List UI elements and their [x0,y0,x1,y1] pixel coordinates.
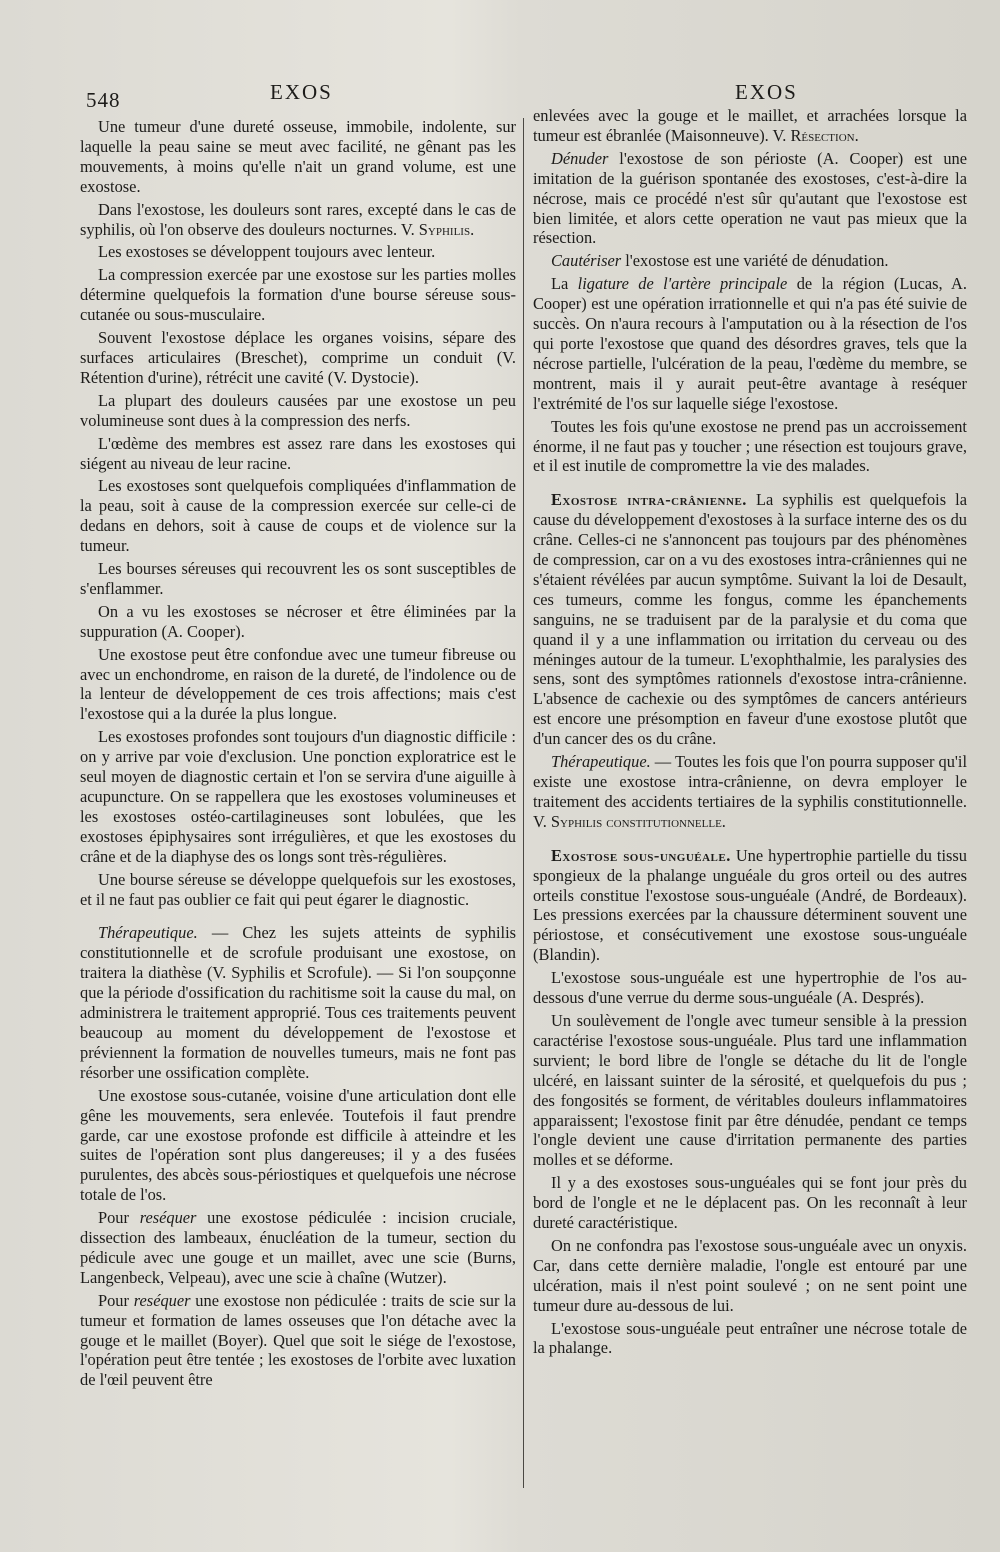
cross-reference: Syphilis [418,219,471,239]
paragraph-text: On a vu les exostoses se nécroser et être éliminées par la suppuration (A. Cooper). [80,601,516,641]
paragraph-text: Les bourses séreuses qui recouvrent les os sont susceptibles de s'enflammer. [80,559,516,598]
running-head-left: EXOS [270,80,333,104]
paragraph [80,476,516,556]
paragraph [80,559,516,599]
paragraph [80,602,516,642]
paragraph [80,727,516,866]
paragraph [80,1208,516,1288]
italic-term: Thérapeutique. [98,923,198,943]
paragraph [533,1011,967,1170]
paragraph-text: L'œdème des membres est assez rare dans les exostoses qui siégent au niveau de leur racine. [80,433,516,473]
paragraph [80,200,516,240]
paragraph-text: Une tumeur d'une dureté osseuse, immobile, indolente, sur laquelle la peau saine se meut avec facilité, ne gênant pas les mouvements, à moins qu'elle n'ait un grand volume, est une exostose. [80,117,516,196]
paragraph [80,870,516,910]
paragraph [80,434,516,474]
left-column [80,117,516,1393]
paragraph-text: La compression exercée par une exostose sur les parties molles détermine quelquefois la formation d'une bourse séreuse sous-cutanée ou sous-musculaire. [80,265,516,325]
paragraph [80,265,516,325]
paragraph-text: L'exostose sous-unguéale est une hypertrophie de l'os au-dessous d'une verrue du derme sous-unguéale (A. Després). [533,968,967,1008]
paragraph-tail: . [854,125,859,145]
paragraph-text: Souvent l'exostose déplace les organes voisins, sépare des surfaces articulaires (Breschet), comprime un conduit (V. Rétention d'urine), rétrécit une cavité (V. Dystocie). [80,328,516,387]
paragraph-text: On ne confondra pas l'exostose sous-unguéale avec un onyxis. Car, dans cette dernière maladie, l'ongle est entouré par une ulcération, mais il n'est point soulevé ; on ne sent point une tumeur dure au-dessous de lui. [533,1235,967,1315]
paragraph-text: Une exostose sous-cutanée, voisine d'une articulation dont elle gêne les mouvements, sera enlevée. Toutefois il faut prendre garde, car une exostose profonde est difficile à atteindre et les suites de l'opération sont plus dangereuses; il y a des fusées purulentes, des abcès sous-périostiques et quelquefois une nécrose totale de l'os. [80,1085,516,1205]
italic-term: reséquer [133,1290,191,1310]
paragraph [533,149,967,249]
section-heading: Exostose intra-crânienne. [551,490,747,510]
cross-reference: Syphilis constitutionnelle [550,811,722,831]
paragraph [80,1086,516,1205]
running-head-right: EXOS [735,80,798,104]
paragraph-lead: La [551,274,578,294]
paragraph-text: l'exostose est une variété de dénudation. [621,251,889,271]
paragraph [533,274,967,413]
cross-reference: Résection [790,125,855,145]
paragraph [533,968,967,1008]
italic-term: ligature de l'artère principale [577,274,788,294]
paragraph [533,251,967,271]
paragraph-text: Dans l'exostose, les douleurs sont rares, excepté dans le cas de syphilis, où l'on observe des douleurs nocturnes. V. [80,199,516,239]
paragraph-text: Une exostose peut être confondue avec une tumeur fibreuse ou avec un enchondrome, en raison de la dureté, de l'indolence ou de la lenteur de développement de ces trois affections; mais c'est l'exostose qui a la durée la plus longue. [80,644,516,724]
italic-term: Thérapeutique. [551,752,651,772]
section-heading: Exostose sous-unguéale. [551,845,731,865]
paragraph [533,417,967,477]
paragraph-text: une exostose pédiculée : incision cruciale, dissection des lambeaux, énucléation de la tumeur, section du pédicule avec une gouge et un maillet, avec une scie (Burns, Langenbeck, Velpeau), avec une scie à chaîne (Wutzer). [80,1208,517,1287]
paragraph [80,242,516,262]
paragraph [533,752,967,832]
paragraph [533,490,967,749]
paragraph-text: Les exostoses sont quelquefois compliquées d'inflammation de la peau, soit à cause de la compression exercée sur celle-ci de dedans en dehors, soit à cause de coups et de violence sur la tumeur. [80,476,516,556]
italic-term: Cautériser [551,251,622,271]
paragraph-text: l'exostose de son périoste (A. Cooper) est une imitation de la guérison spontanée des exostoses, c'est-à-dire la nécrose, mais ce procédé n'est sûr qu'autant que l'exostose est bien limitée, et alors cette operation ne vaut pas mieux que la résection. [533,148,967,248]
paragraph-tail: . [470,219,475,239]
paragraph [533,1236,967,1316]
paragraph-text: Les exostoses profondes sont toujours d'un diagnostic difficile : on y arrive par voie d'exclusion. Une ponction exploratrice est le seul moyen de diagnostic certain et l'on se servira d'une aiguille à acupuncture. On se rappellera que les exostoses volumineuses et les exostoses ostéo-cartilagineuses sont lobulées, que les exostoses épiphysaires sont irrégulières, et que les exostoses du crâne et de la diaphyse des os longs sont très-régulières. [80,727,516,866]
paragraph-text: — Chez les sujets atteints de syphilis constitutionnelle et de scrofule produisant une exostose, on traitera la diathèse (V. Syphilis et Scrofule). — Si l'on soupçonne que la période d'ossification du rachitisme soit la cause du mal, on administrera le traitement approprié. Tous ces traitements peuvent beaucoup au moment du développement de l'exostose et préviennent la formation de nouvelles tumeurs, mais ne font pas résorber une ossification complète. [80,923,516,1082]
page-number: 548 [86,88,121,112]
paragraph-text: de la région (Lucas, A. Cooper) est une opération irrationnelle et qui n'a pas été suivie de succès. On n'aura recours à l'amputation ou à la résection de l'os qui porte l'exostose que quand des désordres graves, tels que la nécrose partielle, l'ulcération de la peau, l'œdème du membre, se montrent, mais il y aurait peut-être avantage à reséquer l'extrémité de l'os sur laquelle siége l'exostose. [533,274,967,413]
paragraph [80,328,516,388]
paragraph [80,645,516,725]
paragraph [80,391,516,431]
paragraph-text: une exostose non pédiculée : traits de scie sur la tumeur et formation de lames osseuses que l'on détache avec la gouge et le maillet (Boyer). Quel que soit le siége de l'exostose, l'opération peut être tentée ; les exostoses de l'orbite avec luxation de l'œil peuvent être [80,1290,517,1390]
paragraph-tail: . [721,811,726,831]
italic-term: reséquer [139,1208,197,1228]
paragraph [80,1291,516,1391]
paragraph-text: Une hypertrophie partielle du tissu spongieux de la phalange unguéale du gros orteil ou des autres orteils constitue l'exostose sous-unguéale (André, de Bordeaux). Les pressions exercées par la chaussure déterminent souvent une périostose, et consécutivement une exostose sous-unguéale (Blandin). [533,845,967,965]
paragraph-text: — Toutes les fois que l'on pourra supposer qu'il existe une exostose intra-crânienne, on devra employer le traitement des accidents tertiaires de la syphilis constitutionnelle. V. [533,752,967,831]
column-divider [523,118,524,1488]
paragraph-text: Les exostoses se développent toujours avec lenteur. [98,242,436,262]
paragraph [80,923,516,1082]
paragraph-text: Toutes les fois qu'une exostose ne prend pas un accroissement énorme, il ne faut pas y toucher ; une résection est toujours grave, et il est inutile de compromettre la vie des malades. [533,416,967,476]
italic-term: Dénuder [551,148,609,168]
paragraph-text: Il y a des exostoses sous-unguéales qui se font jour près du bord de l'ongle et ne le déplacent pas. On les reconnaît à leur dureté caractéristique. [533,1173,967,1233]
paragraph-text: La plupart des douleurs causées par une exostose un peu volumineuse sont dues à la compression des nerfs. [80,390,516,430]
paragraph [533,106,967,146]
paragraph [533,1173,967,1233]
right-column [533,106,967,1361]
paragraph-text: Une bourse séreuse se développe quelquefois sur les exostoses, et il ne faut pas oublier ce fait qui peut égarer le diagnostic. [80,869,516,909]
paragraph [533,1319,967,1359]
paragraph-lead: Pour [98,1290,134,1310]
paragraph-text: La syphilis est quelquefois la cause du développement d'exostoses à la surface interne des os du crâne. Celles-ci ne s'annoncent pas toujours par des phénomènes de compression, car on a vu des exostoses intra-crâniennes qui ne s'étaient révélées par aucun symptôme. Suivant la loi de Desault, ces tumeurs, comme les fongus, comme les épanchements sanguins, ne se traduisent par de la paralysie et du coma que quand il y a une inflammation ou irritation du cerveau ou des méninges autour de la tumeur. L'exophthalmie, les paralysies des sens, sont des symptômes rationnels d'exostose intra-crânienne. L'absence de cachexie ou des symptômes de cancers antérieurs est encore une présomption en faveur d'une exostose plutôt que d'un cancer des os du crâne. [533,490,967,749]
paragraph-text: Un soulèvement de l'ongle avec tumeur sensible à la pression caractérise l'exostose sous-unguéale. Plus tard une inflammation survient; le bord libre de l'ongle se détache du lit de l'ongle ulcéré, en laissant suinter de la sérosité, et quelquefois du pus ; des fongosités se forment, de véritables douleurs inflammatoires apparaissent; l'exostose finit par être dénudée, pendant ce temps l'ongle devient une cause d'irritation permanente des parties molles et se déforme. [533,1010,967,1170]
paragraph-text: L'exostose sous-unguéale peut entraîner une nécrose totale de la phalange. [533,1318,967,1358]
paragraph-text: enlevées avec la gouge et le maillet, et arrachées lorsque la tumeur est ébranlée (Maisonneuve). V. [533,106,967,145]
paragraph [533,846,967,965]
paragraph-lead: Pour [98,1208,140,1228]
paragraph [80,117,516,197]
